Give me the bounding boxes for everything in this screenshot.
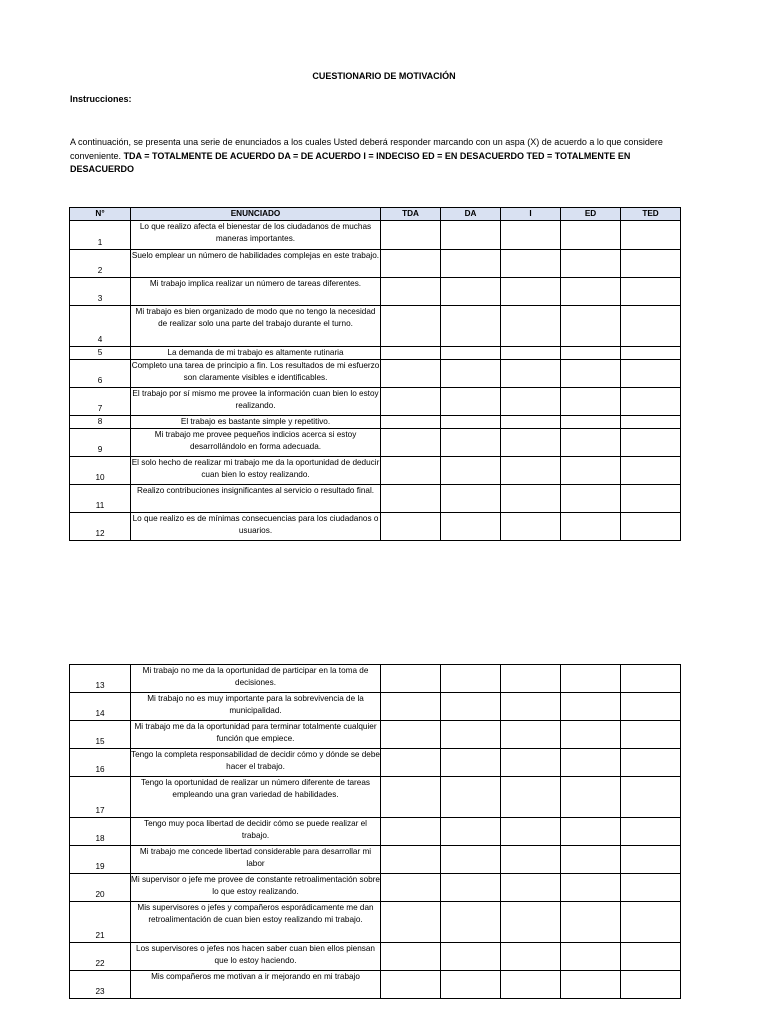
answer-cell-da[interactable] [441,665,501,693]
answer-cell-da[interactable] [441,721,501,749]
answer-cell-ted[interactable] [621,250,681,278]
statement-text: Tengo la oportunidad de realizar un número diferente de tareas empleando una gran variedad de habilidades. [131,777,381,818]
answer-cell-i[interactable] [501,693,561,721]
answer-cell-ed[interactable] [561,513,621,541]
answer-cell-tda[interactable] [381,513,441,541]
header-i: I [501,208,561,221]
answer-cell-i[interactable] [501,777,561,818]
document-title: CUESTIONARIO DE MOTIVACIÓN [312,71,456,81]
statement-number: 14 [70,693,131,721]
statement-text: Mi trabajo es bien organizado de modo que no tengo la necesidad de realizar solo una parte del trabajo durante el turno. [131,306,381,347]
answer-cell-tda[interactable] [381,388,441,416]
answer-cell-i[interactable] [501,818,561,846]
table-row [70,278,681,306]
statement-text: Mi trabajo no es muy importante para la sobrevivencia de la municipalidad. [131,693,381,721]
answer-cell-i[interactable] [501,221,561,250]
answer-cell-ed[interactable] [561,416,621,429]
answer-cell-da[interactable] [441,278,501,306]
answer-cell-ed[interactable] [561,943,621,971]
table-row [70,902,681,943]
answer-cell-da[interactable] [441,749,501,777]
answer-cell-i[interactable] [501,721,561,749]
header-tda: TDA [381,208,441,221]
answer-cell-tda[interactable] [381,818,441,846]
questionnaire-table-page1 [69,207,681,541]
answer-cell-ed[interactable] [561,777,621,818]
statement-number: 12 [70,513,131,541]
statement-number: 15 [70,721,131,749]
statement-text: Mi trabajo implica realizar un número de tareas diferentes. [131,278,381,306]
answer-cell-ted[interactable] [621,429,681,457]
statement-text: Lo que realizo es de mínimas consecuencias para los ciudadanos o usuarios. [131,513,381,541]
statement-number: 20 [70,874,131,902]
answer-cell-ed[interactable] [561,902,621,943]
answer-cell-ed[interactable] [561,457,621,485]
statement-number: 21 [70,902,131,943]
statement-number: 19 [70,846,131,874]
instructions-label: Instrucciones: [70,94,132,104]
statement-text: El trabajo es bastante simple y repetitivo. [131,416,381,429]
answer-cell-ted[interactable] [621,278,681,306]
answer-cell-da[interactable] [441,457,501,485]
statement-text: El solo hecho de realizar mi trabajo me da la oportunidad de deducir cuan bien lo estoy realizando. [131,457,381,485]
statement-number: 2 [70,250,131,278]
statement-number: 18 [70,818,131,846]
header-statement: ENUNCIADO [131,208,381,221]
statement-text: Realizo contribuciones insignificantes al servicio o resultado final. [131,485,381,513]
statement-number: 5 [70,347,131,360]
table-row [70,721,681,749]
answer-cell-tda[interactable] [381,902,441,943]
table-row [70,874,681,902]
answer-cell-tda[interactable] [381,971,441,999]
table-row [70,777,681,818]
statement-number: 16 [70,749,131,777]
statement-number: 3 [70,278,131,306]
table-row [70,429,681,457]
statement-number: 13 [70,665,131,693]
answer-cell-ted[interactable] [621,971,681,999]
answer-cell-tda[interactable] [381,278,441,306]
table-row [70,306,681,347]
answer-cell-tda[interactable] [381,485,441,513]
statement-text: Los supervisores o jefes nos hacen saber cuan bien ellos piensan que lo estoy haciendo. [131,943,381,971]
statement-number: 4 [70,306,131,347]
answer-cell-da[interactable] [441,347,501,360]
answer-cell-ted[interactable] [621,416,681,429]
answer-cell-ted[interactable] [621,665,681,693]
answer-cell-i[interactable] [501,943,561,971]
answer-cell-tda[interactable] [381,693,441,721]
answer-cell-ted[interactable] [621,388,681,416]
statement-text: Mi supervisor o jefe me provee de constante retroalimentación sobre lo que estoy realizando. [131,874,381,902]
statement-number: 17 [70,777,131,818]
response-legend: TDA = TOTALMENTE DE ACUERDO DA = DE ACUERDO I = INDECISO ED = EN DESACUERDO TED = TOTALMENTE EN DESACUERDO [70,150,631,174]
table-row [70,971,681,999]
answer-cell-ed[interactable] [561,874,621,902]
statement-text: Suelo emplear un número de habilidades complejas en este trabajo. [131,250,381,278]
table-row [70,360,681,388]
answer-cell-i[interactable] [501,971,561,999]
statement-number: 1 [70,221,131,250]
statement-text: Mi trabajo no me da la oportunidad de participar en la toma de decisiones. [131,665,381,693]
answer-cell-i[interactable] [501,347,561,360]
answer-cell-ed[interactable] [561,971,621,999]
answer-cell-i[interactable] [501,278,561,306]
answer-cell-i[interactable] [501,749,561,777]
table-header-row [70,208,681,221]
table-row [70,347,681,360]
statement-number: 8 [70,416,131,429]
answer-cell-ed[interactable] [561,485,621,513]
answer-cell-tda[interactable] [381,306,441,347]
answer-cell-da[interactable] [441,388,501,416]
statement-number: 22 [70,943,131,971]
answer-cell-i[interactable] [501,513,561,541]
answer-cell-tda[interactable] [381,457,441,485]
answer-cell-i[interactable] [501,874,561,902]
answer-cell-ted[interactable] [621,693,681,721]
answer-cell-ted[interactable] [621,749,681,777]
questionnaire-table-page2 [69,664,681,999]
statement-number: 7 [70,388,131,416]
answer-cell-tda[interactable] [381,777,441,818]
answer-cell-i[interactable] [501,306,561,347]
answer-cell-ted[interactable] [621,943,681,971]
statement-text: Tengo muy poca libertad de decidir cómo se puede realizar el trabajo. [131,818,381,846]
answer-cell-ed[interactable] [561,846,621,874]
table-row [70,749,681,777]
answer-cell-tda[interactable] [381,665,441,693]
answer-cell-da[interactable] [441,818,501,846]
answer-cell-da[interactable] [441,971,501,999]
answer-cell-ed[interactable] [561,347,621,360]
answer-cell-i[interactable] [501,665,561,693]
answer-cell-ed[interactable] [561,221,621,250]
answer-cell-tda[interactable] [381,347,441,360]
statement-text: Mis supervisores o jefes y compañeros esporádicamente me dan retroalimentación de cuan bien estoy realizando mi trabajo. [131,902,381,943]
answer-cell-da[interactable] [441,902,501,943]
answer-cell-tda[interactable] [381,749,441,777]
answer-cell-ed[interactable] [561,721,621,749]
table-row [70,388,681,416]
intro-paragraph [70,136,690,177]
statement-text: Lo que realizo afecta el bienestar de los ciudadanos de muchas maneras importantes. [131,221,381,250]
answer-cell-i[interactable] [501,457,561,485]
answer-cell-ted[interactable] [621,846,681,874]
statement-number: 11 [70,485,131,513]
answer-cell-ed[interactable] [561,278,621,306]
statement-text: Completo una tarea de principio a fin. Los resultados de mi esfuerzo son claramente visibles e identificables. [131,360,381,388]
statement-number: 9 [70,429,131,457]
table-row [70,513,681,541]
answer-cell-tda[interactable] [381,221,441,250]
statement-number: 23 [70,971,131,999]
header-ed: ED [561,208,621,221]
table-row [70,221,681,250]
table-row [70,693,681,721]
answer-cell-ed[interactable] [561,360,621,388]
answer-cell-ted[interactable] [621,902,681,943]
answer-cell-tda[interactable] [381,943,441,971]
table-row [70,665,681,693]
answer-cell-i[interactable] [501,360,561,388]
answer-cell-i[interactable] [501,416,561,429]
answer-cell-i[interactable] [501,485,561,513]
answer-cell-ed[interactable] [561,388,621,416]
answer-cell-ed[interactable] [561,306,621,347]
answer-cell-ed[interactable] [561,429,621,457]
answer-cell-da[interactable] [441,416,501,429]
statement-text: Mi trabajo me da la oportunidad para terminar totalmente cualquier función que empiece. [131,721,381,749]
header-number: N° [70,208,131,221]
answer-cell-tda[interactable] [381,874,441,902]
statement-number: 10 [70,457,131,485]
answer-cell-ted[interactable] [621,513,681,541]
answer-cell-i[interactable] [501,429,561,457]
answer-cell-ted[interactable] [621,874,681,902]
answer-cell-tda[interactable] [381,250,441,278]
answer-cell-ed[interactable] [561,818,621,846]
statement-text: El trabajo por sí mismo me provee la información cuan bien lo estoy realizando. [131,388,381,416]
statement-text: La demanda de mi trabajo es altamente rutinaria [131,347,381,360]
answer-cell-ed[interactable] [561,250,621,278]
answer-cell-da[interactable] [441,693,501,721]
statement-text: Tengo la completa responsabilidad de decidir cómo y dónde se debe hacer el trabajo. [131,749,381,777]
answer-cell-ted[interactable] [621,221,681,250]
answer-cell-da[interactable] [441,943,501,971]
answer-cell-i[interactable] [501,902,561,943]
header-da: DA [441,208,501,221]
answer-cell-da[interactable] [441,221,501,250]
answer-cell-i[interactable] [501,388,561,416]
answer-cell-ted[interactable] [621,306,681,347]
statement-text: Mi trabajo me concede libertad considerable para desarrollar mi labor [131,846,381,874]
answer-cell-ted[interactable] [621,485,681,513]
answer-cell-tda[interactable] [381,360,441,388]
answer-cell-da[interactable] [441,513,501,541]
intro-text: A continuación, se presenta una serie de enunciados a los cuales Usted deberá responder marcando con un aspa (X) de acuerdo a lo que considere conveniente. [70,137,663,161]
answer-cell-da[interactable] [441,777,501,818]
answer-cell-da[interactable] [441,429,501,457]
table-row [70,818,681,846]
statement-number: 6 [70,360,131,388]
statement-text: Mis compañeros me motivan a ir mejorando en mi trabajo [131,971,381,999]
answer-cell-ted[interactable] [621,721,681,749]
table-row [70,416,681,429]
table-row [70,846,681,874]
answer-cell-da[interactable] [441,846,501,874]
answer-cell-ted[interactable] [621,360,681,388]
answer-cell-tda[interactable] [381,721,441,749]
answer-cell-tda[interactable] [381,429,441,457]
answer-cell-tda[interactable] [381,416,441,429]
answer-cell-ed[interactable] [561,665,621,693]
answer-cell-da[interactable] [441,360,501,388]
answer-cell-ed[interactable] [561,693,621,721]
table-row [70,457,681,485]
answer-cell-ted[interactable] [621,347,681,360]
answer-cell-da[interactable] [441,250,501,278]
answer-cell-tda[interactable] [381,846,441,874]
statement-text: Mi trabajo me provee pequeños indicios acerca si estoy desarrollándolo en forma adecuada. [131,429,381,457]
answer-cell-ted[interactable] [621,777,681,818]
answer-cell-da[interactable] [441,306,501,347]
header-ted: TED [621,208,681,221]
table-row [70,485,681,513]
table-row [70,250,681,278]
answer-cell-da[interactable] [441,874,501,902]
table-row [70,943,681,971]
answer-cell-ed[interactable] [561,749,621,777]
answer-cell-da[interactable] [441,485,501,513]
answer-cell-i[interactable] [501,250,561,278]
answer-cell-ted[interactable] [621,818,681,846]
answer-cell-i[interactable] [501,846,561,874]
answer-cell-ted[interactable] [621,457,681,485]
